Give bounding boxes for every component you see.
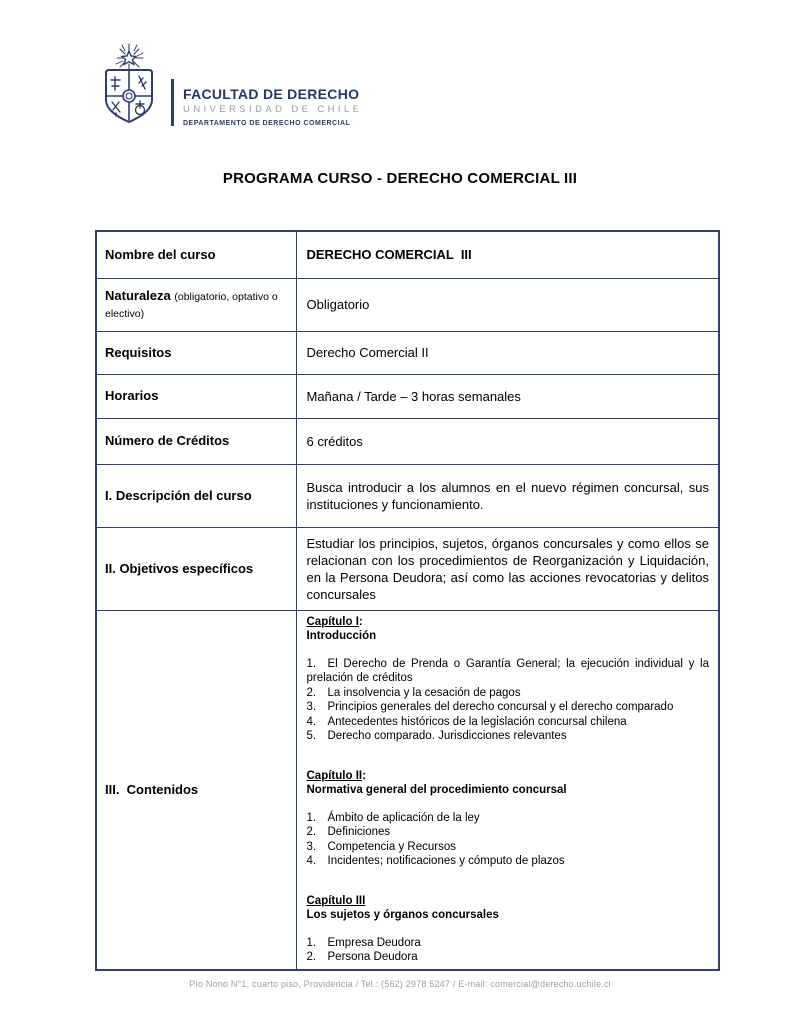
chapter-2-subtitle: Normativa general del procedimiento concursal xyxy=(306,783,567,796)
table-row-naturaleza xyxy=(96,278,719,331)
row-value-objetivos: Estudiar los principios, sujetos, órganos concursales y como ellos se relacionan con los procedimientos de Reorganización y Liquidación, en la Persona Deudora; así como las acciones revocatorias y delitos concursales xyxy=(296,527,719,610)
logo-department-name: DEPARTAMENTO DE DERECHO COMERCIAL xyxy=(183,120,351,127)
list-item: 3. Principios generales del derecho concursal y el derecho comparado xyxy=(306,701,674,713)
chapter-1 xyxy=(307,615,710,744)
page-footer xyxy=(0,979,800,989)
list-item: 1. Empresa Deudora xyxy=(306,936,421,949)
course-program-table xyxy=(95,230,720,971)
list-item: 2. Persona Deudora xyxy=(306,951,418,963)
list-item: 4. Antecedentes históricos de la legislación concursal chilena xyxy=(306,715,627,728)
chapter-3 xyxy=(307,894,710,965)
chapter-3-subtitle: Los sujetos y órganos concursales xyxy=(306,908,499,921)
row-label-objetivos: II. Objetivos específicos xyxy=(96,527,296,610)
row-value-contenidos xyxy=(296,610,719,970)
chapter-2 xyxy=(307,769,710,869)
list-item: 5. Derecho comparado. Jurisdicciones relevantes xyxy=(306,730,567,742)
chapter-1-heading: Capítulo I: xyxy=(306,615,363,628)
footer-email-link[interactable]: comercial@derecho.uchile.cl xyxy=(490,979,611,989)
university-crest-icon xyxy=(99,42,163,130)
row-value-nombre: DERECHO COMERCIAL III xyxy=(296,231,719,278)
list-item: 1. Ámbito de aplicación de la ley xyxy=(306,811,480,824)
table-row-nombre xyxy=(96,231,719,278)
row-label-note: (obligatorio, optativo o electivo) xyxy=(105,290,281,320)
footer-address: Pío Nono N°1, cuarto piso, Providencia / Tel.: (562) 2978 5247 / E-mail: xyxy=(189,979,491,989)
logo-divider xyxy=(171,79,174,126)
table-row-requisitos xyxy=(96,331,719,374)
shield-center-emblem xyxy=(123,90,135,102)
row-label-descripcion: I. Descripción del curso xyxy=(96,464,296,527)
university-logo xyxy=(99,42,362,130)
row-value-descripcion: Busca introducir a los alumnos en el nuevo régimen concursal, sus instituciones y funcionamiento. xyxy=(296,464,719,527)
list-item: 4. Incidentes; notificaciones y cómputo de plazos xyxy=(306,855,565,867)
list-item: 2. Definiciones xyxy=(306,826,391,838)
row-value-requisitos: Derecho Comercial II xyxy=(296,331,719,374)
row-value-naturaleza: Obligatorio xyxy=(296,278,719,331)
table-row-descripcion xyxy=(96,464,719,527)
list-item: 3. Competencia y Recursos xyxy=(306,840,456,853)
list-item: 1. El Derecho de Prenda o Garantía General; la ejecución individual y la prelación de créditos xyxy=(306,657,709,684)
list-item: 2. La insolvencia y la cesación de pagos xyxy=(306,686,521,699)
logo-university-name: UNIVERSIDAD DE CHILE xyxy=(183,104,363,115)
page-title: PROGRAMA CURSO - DERECHO COMERCIAL III xyxy=(222,170,578,187)
row-label-contenidos: III. Contenidos xyxy=(96,610,296,970)
row-value-creditos: 6 créditos xyxy=(296,418,719,464)
table-row-creditos xyxy=(96,418,719,464)
logo-faculty-name: FACULTAD DE DERECHO xyxy=(183,86,360,102)
table-row-horarios xyxy=(96,374,719,418)
table-row-contenidos xyxy=(96,610,719,970)
row-label-nombre: Nombre del curso xyxy=(96,231,296,278)
chapter-2-heading: Capítulo II: xyxy=(306,769,366,782)
row-value-horarios: Mañana / Tarde – 3 horas semanales xyxy=(296,374,719,418)
row-label-creditos: Número de Créditos xyxy=(96,418,296,464)
table-row-objetivos xyxy=(96,527,719,610)
chapter-1-subtitle: Introducción xyxy=(306,629,377,642)
chapter-3-heading: Capítulo III xyxy=(306,894,366,907)
row-label-naturaleza: Naturaleza (obligatorio, optativo o electivo) xyxy=(96,278,296,331)
row-label-horarios: Horarios xyxy=(96,374,296,418)
row-label-requisitos: Requisitos xyxy=(96,331,296,374)
